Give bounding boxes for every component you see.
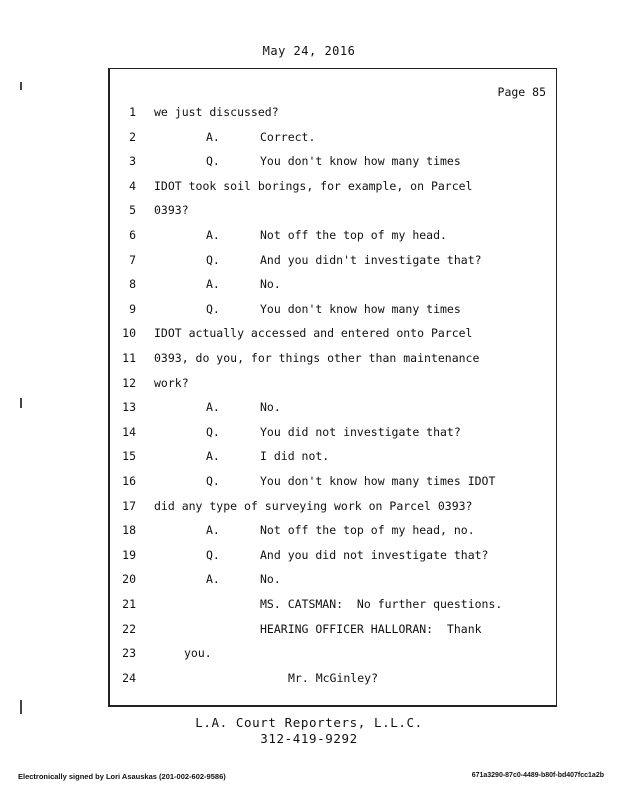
line-text: Correct.: [260, 129, 316, 144]
line-text: Not off the top of my head, no.: [260, 523, 475, 538]
line-text: work?: [154, 375, 189, 390]
transcript-line: [110, 622, 550, 640]
speaker-label: A.: [206, 400, 220, 415]
speaker-label: Q.: [206, 301, 220, 316]
transcript-line: [110, 572, 550, 590]
line-text: And you didn't investigate that?: [260, 252, 482, 267]
line-number: 9: [129, 301, 136, 316]
line-number: 20: [122, 572, 136, 587]
line-text: IDOT actually accessed and entered onto Parcel: [154, 326, 473, 341]
line-number: 2: [129, 129, 136, 144]
line-number: 5: [129, 203, 136, 218]
line-text: No.: [260, 277, 281, 292]
transcript-line: [110, 548, 550, 566]
line-number: 14: [122, 424, 136, 439]
line-number: 7: [129, 252, 136, 267]
speaker-label: A.: [206, 277, 220, 292]
page-number: Page 85: [497, 85, 546, 99]
speaker-label: Q.: [206, 547, 220, 562]
line-text: You don't know how many times: [260, 301, 461, 316]
electronic-signature-note: Electronically signed by Lori Asauskas (201-002-602-9586): [18, 772, 226, 781]
transcript-line: [110, 105, 550, 123]
line-text: HEARING OFFICER HALLORAN: Thank: [260, 621, 482, 636]
transcript-line: [110, 154, 550, 172]
line-number: 24: [122, 670, 136, 685]
line-number: 18: [122, 523, 136, 538]
line-text: I did not.: [260, 449, 330, 464]
transcript-line: [110, 130, 550, 148]
speaker-label: A.: [206, 572, 220, 587]
line-number: 1: [129, 105, 136, 119]
line-number: 6: [129, 228, 136, 242]
line-text: You did not investigate that?: [260, 424, 461, 439]
transcript-line: [110, 523, 550, 541]
transcript-line: [110, 499, 550, 517]
line-number: 23: [122, 646, 136, 661]
line-text: No.: [260, 572, 281, 587]
transcript-page-frame: [108, 68, 557, 707]
scan-mark: [20, 398, 22, 408]
transcript-line: [110, 597, 550, 615]
line-text: you.: [184, 646, 212, 661]
line-text: IDOT took soil borings, for example, on Parcel: [154, 178, 473, 193]
speaker-label: Q.: [206, 424, 220, 439]
transcript-line: [110, 425, 550, 443]
transcript-line: [110, 474, 550, 492]
speaker-label: A.: [206, 129, 220, 144]
transcript-line: [110, 646, 550, 664]
transcript-date: May 24, 2016: [262, 44, 356, 58]
scan-mark: [20, 700, 22, 714]
transcript-line: [110, 302, 550, 320]
transcript-line: [110, 671, 550, 689]
line-text: MS. CATSMAN: No further questions.: [260, 597, 503, 611]
speaker-label: A.: [206, 523, 220, 538]
line-text: Not off the top of my head.: [260, 228, 447, 242]
line-number: 3: [129, 154, 136, 169]
line-number: 13: [122, 400, 136, 415]
transcript-line: [110, 179, 550, 197]
line-text: Mr. McGinley?: [288, 670, 379, 685]
line-text: we just discussed?: [154, 105, 279, 119]
line-text: did any type of surveying work on Parcel 0393?: [154, 498, 473, 513]
line-number: 4: [129, 178, 136, 193]
court-reporter-phone: 312-419-9292: [260, 731, 358, 746]
court-reporter-name: L.A. Court Reporters, L.L.C.: [195, 715, 423, 730]
speaker-label: A.: [206, 228, 220, 242]
transcript-line: [110, 203, 550, 221]
transcript-line: [110, 326, 550, 344]
line-number: 8: [129, 277, 136, 292]
line-number: 21: [122, 597, 136, 611]
line-text: And you did not investigate that?: [260, 547, 489, 562]
line-text: 0393?: [154, 203, 189, 218]
line-number: 10: [122, 326, 136, 341]
speaker-label: Q.: [206, 252, 220, 267]
line-number: 15: [122, 449, 136, 464]
line-number: 12: [122, 375, 136, 390]
line-text: No.: [260, 400, 281, 415]
document-hash: 671a3290-87c0-4489-b80f-bd407fcc1a2b: [471, 772, 604, 779]
speaker-label: A.: [206, 449, 220, 464]
line-text: You don't know how many times IDOT: [260, 474, 496, 488]
transcript-line: [110, 253, 550, 271]
transcript-line: [110, 351, 550, 369]
speaker-label: Q.: [206, 154, 220, 169]
transcript-line: [110, 400, 550, 418]
line-number: 17: [122, 498, 136, 513]
line-text: You don't know how many times: [260, 154, 461, 169]
transcript-line: [110, 228, 550, 246]
line-number: 16: [122, 474, 136, 488]
line-number: 19: [122, 547, 136, 562]
line-number: 22: [122, 621, 136, 636]
transcript-line: [110, 376, 550, 394]
transcript-line: [110, 449, 550, 467]
scan-mark: [20, 82, 22, 90]
line-text: 0393, do you, for things other than maintenance: [154, 351, 480, 365]
speaker-label: Q.: [206, 474, 220, 488]
transcript-line: [110, 277, 550, 295]
line-number: 11: [122, 351, 136, 365]
